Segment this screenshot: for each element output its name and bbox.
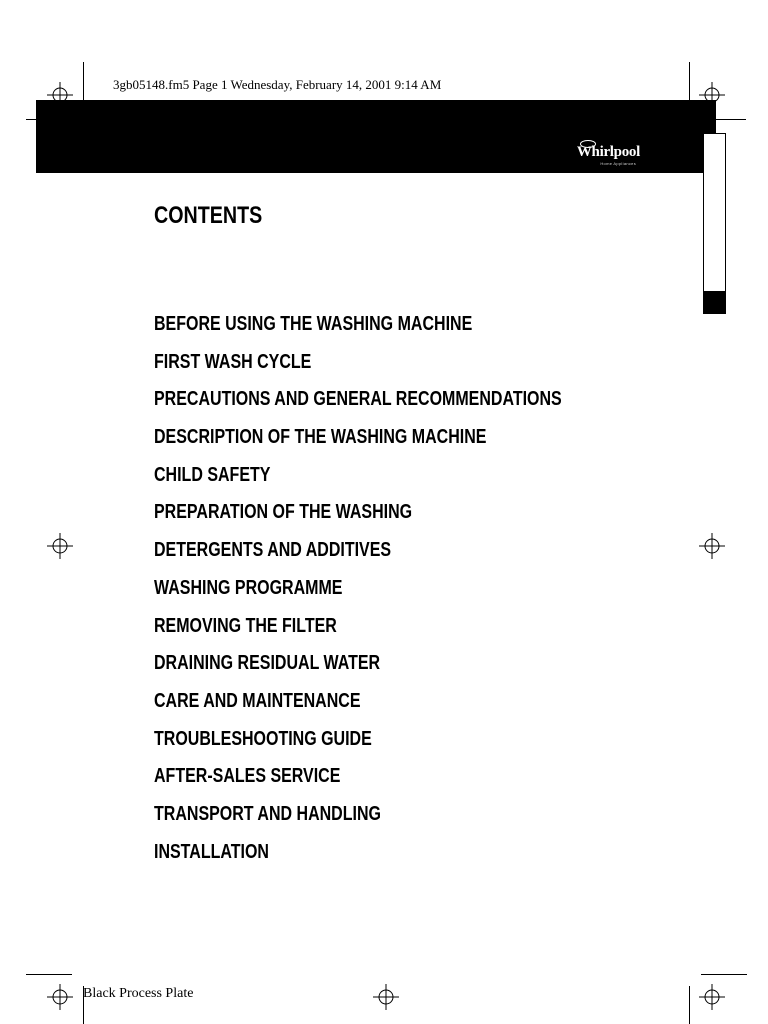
contents-item: FIRST WASH CYCLE	[154, 350, 312, 373]
contents-list	[154, 312, 664, 877]
contents-item: WASHING PROGRAMME	[154, 576, 343, 599]
crop-mark	[689, 986, 690, 1024]
page-title: CONTENTS	[154, 202, 263, 229]
section-tab	[703, 133, 726, 314]
contents-item: DETERGENTS AND ADDITIVES	[154, 539, 392, 562]
contents-item: REMOVING THE FILTER	[154, 614, 337, 637]
contents-item: CARE AND MAINTENANCE	[154, 689, 361, 712]
contents-item: PRECAUTIONS AND GENERAL RECOMMENDATIONS	[154, 388, 562, 411]
file-slug: 3gb05148.fm5 Page 1 Wednesday, February 14, 2001 9:14 AM	[113, 77, 442, 92]
brand-logo-subtext: Home Appliances	[600, 161, 636, 166]
registration-mark-icon	[699, 533, 725, 559]
brand-logo: Whirlpool	[576, 144, 640, 160]
header-banner	[36, 100, 716, 173]
crop-mark	[689, 62, 690, 100]
contents-item: AFTER-SALES SERVICE	[154, 765, 341, 788]
contents-item: DESCRIPTION OF THE WASHING MACHINE	[154, 426, 487, 449]
crop-mark	[716, 119, 746, 120]
contents-item: INSTALLATION	[154, 840, 269, 863]
crop-mark	[26, 119, 36, 120]
crop-mark	[701, 974, 747, 975]
contents-item: TRANSPORT AND HANDLING	[154, 802, 381, 825]
contents-item: BEFORE USING THE WASHING MACHINE	[154, 313, 473, 335]
contents-item: DRAINING RESIDUAL WATER	[154, 652, 381, 675]
registration-mark-icon	[699, 984, 725, 1010]
plate-label: Black Process Plate	[83, 986, 194, 1001]
crop-mark	[83, 62, 84, 100]
registration-mark-icon	[373, 984, 399, 1010]
contents-item: TROUBLESHOOTING GUIDE	[154, 727, 372, 750]
registration-mark-icon	[47, 533, 73, 559]
contents-item: CHILD SAFETY	[154, 463, 271, 486]
registration-mark-icon	[47, 984, 73, 1010]
contents-item: PREPARATION OF THE WASHING	[154, 501, 413, 524]
crop-mark	[26, 974, 72, 975]
section-tab-marker	[704, 291, 725, 313]
